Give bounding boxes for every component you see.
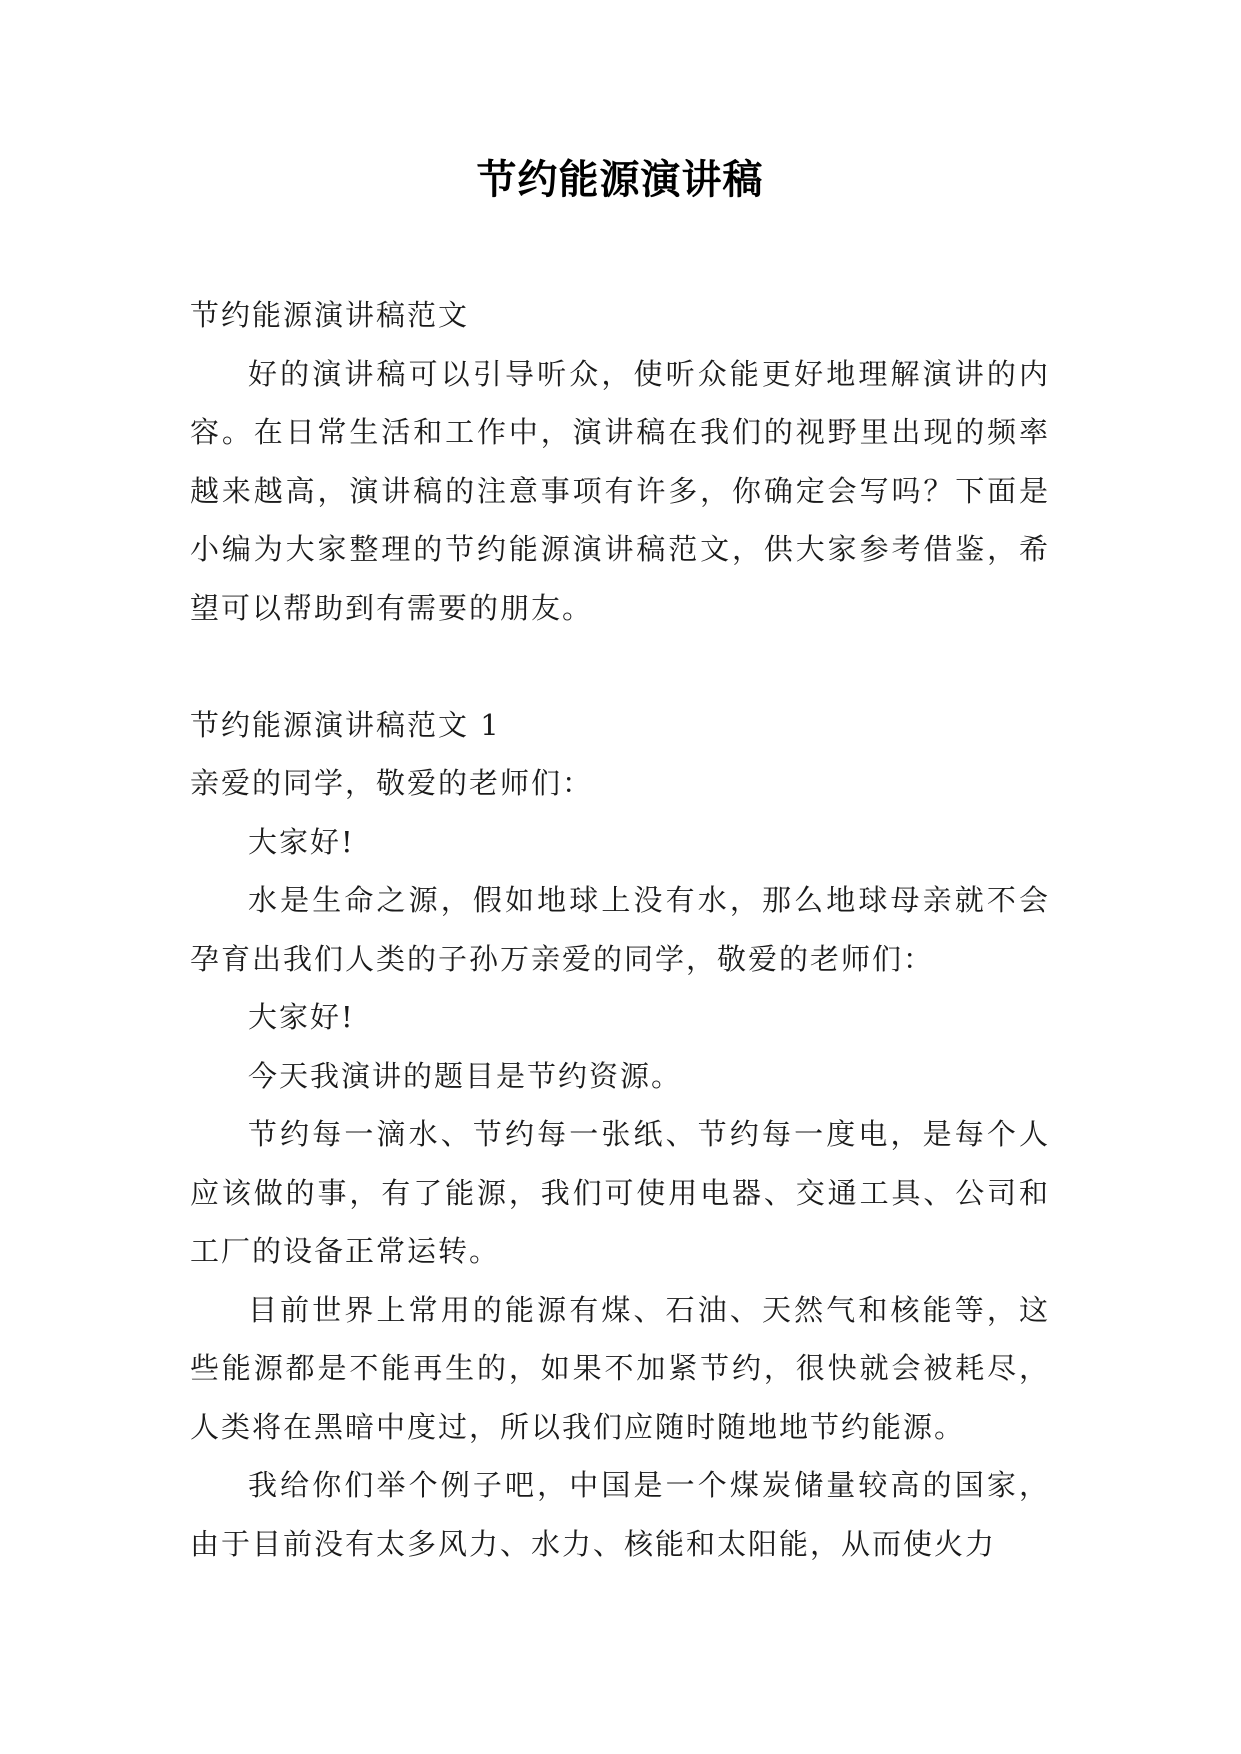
document-title: 节约能源演讲稿 <box>476 157 764 203</box>
greeting: 大家好! <box>248 824 355 859</box>
document-body <box>190 286 1050 1573</box>
subsection-heading: 节约能源演讲稿范文 1 <box>190 707 501 742</box>
greeting: 大家好! <box>248 1000 355 1034</box>
salutation: 亲爱的同学，敬爱的老师们： <box>190 766 594 800</box>
intro-paragraph: 好的演讲稿可以引导听众，使听众能更好地理解演讲的内容。在日常生活和工作中，演讲稿在我们的视野里出现的频率越来越高，演讲稿的注意事项有许多，你确定会写吗？下面是小编为大家整理的节约能源演讲稿范文，供大家参考借鉴，希望可以帮助到有需要的朋友。 <box>190 356 1050 625</box>
section-heading: 节约能源演讲稿范文 <box>190 298 470 332</box>
body-paragraph: 我给你们举个例子吧，中国是一个煤炭储量较高的国家，由于目前没有太多风力、水力、核能和太阳能，从而使火力 <box>190 1468 1050 1561</box>
body-paragraph: 今天我演讲的题目是节约资源。 <box>248 1058 683 1093</box>
body-paragraph: 目前世界上常用的能源有煤、石油、天然气和核能等，这些能源都是不能再生的，如果不加紧节约，很快就会被耗尽，人类将在黑暗中度过，所以我们应随时随地地节约能源。 <box>190 1292 1050 1444</box>
body-paragraph: 水是生命之源，假如地球上没有水，那么地球母亲就不会孕育出我们人类的子孙万亲爱的同学，敬爱的老师们： <box>190 883 1050 976</box>
paragraph-gap <box>190 637 1050 696</box>
body-paragraph: 节约每一滴水、节约每一张纸、节约每一度电，是每个人应该做的事，有了能源，我们可使用电器、交通工具、公司和工厂的设备正常运转。 <box>190 1117 1050 1268</box>
